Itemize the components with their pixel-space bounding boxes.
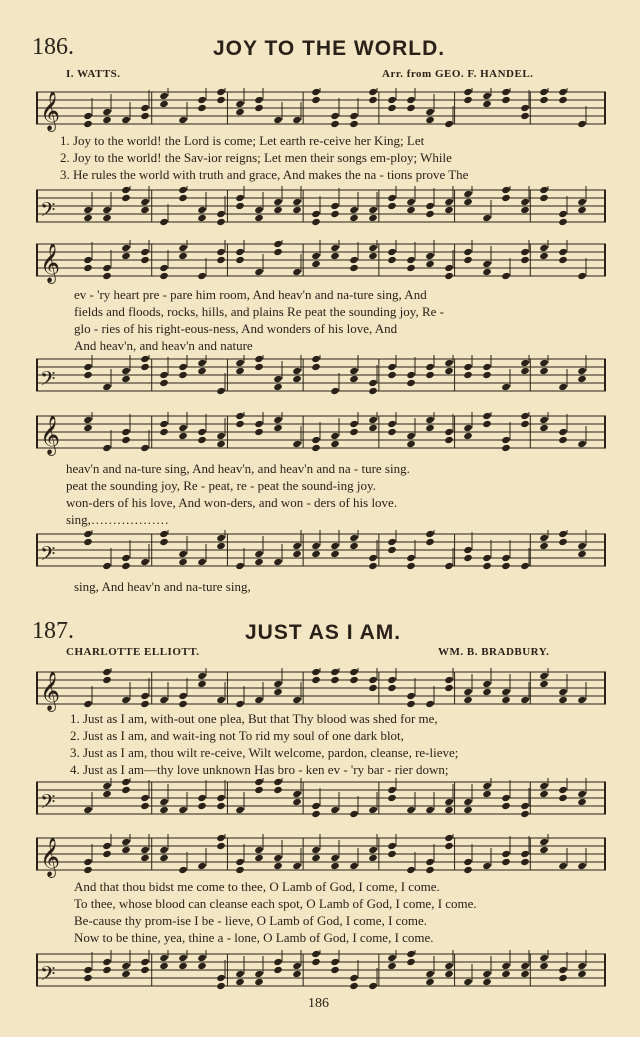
lyric-line: And heav'n, and heav'n and nature	[74, 338, 253, 353]
lyric-line: heav'n and na-ture sing, And heav'n, and heav'n and na - ture sing.	[66, 461, 410, 476]
hymn-number: 187.	[32, 618, 74, 644]
page-number: 186	[308, 996, 329, 1011]
lyric-line: 2. Joy to the world! the Sav-ior reigns; Let men their songs em-ploy; While	[60, 150, 452, 165]
music-staff-treble	[36, 412, 606, 456]
bass-clef-icon: 𝄢	[40, 198, 56, 226]
music-staff-bass	[36, 950, 606, 994]
bass-lyric-line: sing, And heav'n and na-ture sing,	[74, 579, 251, 594]
music-credit: WM. B. BRADBURY.	[438, 646, 550, 658]
lyrics-block	[60, 132, 468, 183]
lyric-line: won-ders of his love, And won-ders, and won - ders of his love.	[66, 495, 398, 510]
lyric-line: 1. Joy to the world! the Lord is come; Let earth re-ceive her King; Let	[60, 133, 425, 148]
hymn-title: JOY TO THE WORLD.	[213, 37, 446, 60]
lyric-line: glo - ries of his right-eous-ness, And wonders of his love, And	[74, 321, 398, 336]
lyric-line: Be-cause thy prom-ise I be - lieve, O Lamb of God, I come, I come.	[74, 913, 428, 928]
music-staff-treble	[36, 240, 606, 284]
lyrics-block	[74, 878, 477, 946]
lyric-line: 3. Just as I am, thou wilt re-ceive, Wilt welcome, pardon, cleanse, re-lieve;	[70, 745, 459, 760]
words-credit: CHARLOTTE ELLIOTT.	[66, 646, 200, 658]
music-staff-treble	[36, 88, 606, 132]
treble-clef-icon: 𝄞	[40, 91, 61, 131]
bass-clef-icon: 𝄢	[40, 542, 56, 570]
lyrics-block	[66, 460, 410, 528]
music-staff-bass	[36, 355, 606, 399]
lyric-line: 2. Just as I am, and wait-ing not To rid my soul of one dark blot,	[70, 728, 404, 743]
bass-clef-icon: 𝄢	[40, 367, 56, 395]
music-staff-bass	[36, 778, 606, 822]
lyric-line: peat the sounding joy, Re - peat, re - peat the sound-ing joy.	[66, 478, 376, 493]
lyrics-block	[74, 286, 444, 354]
lyric-line: sing,………………	[66, 512, 169, 527]
lyric-line: And that thou bidst me come to thee, O Lamb of God, I come, I come.	[74, 879, 440, 894]
treble-clef-icon: 𝄞	[40, 243, 61, 283]
words-credit: I. WATTS.	[66, 68, 121, 80]
lyric-line: 3. He rules the world with truth and grace, And makes the na - tions prove The	[60, 167, 469, 182]
lyrics-block	[70, 710, 458, 778]
bass-clef-icon: 𝄢	[40, 790, 56, 818]
hymn-number: 186.	[32, 34, 74, 60]
lyric-line: Now to be thine, yea, thine a - lone, O Lamb of God, I come, I come.	[74, 930, 434, 945]
lyric-line: fields and floods, rocks, hills, and plains Re peat the sounding joy, Re -	[74, 304, 444, 319]
music-credit: Arr. from GEO. F. HANDEL.	[382, 68, 534, 80]
treble-clef-icon: 𝄞	[40, 671, 61, 711]
bass-clef-icon: 𝄢	[40, 962, 56, 990]
music-staff-treble	[36, 668, 606, 712]
hymn-title: JUST AS I AM.	[245, 621, 402, 644]
lyric-line: ev - 'ry heart pre - pare him room, And heav'n and na-ture sing, And	[74, 287, 427, 302]
music-staff-bass	[36, 186, 606, 230]
treble-clef-icon: 𝄞	[40, 415, 61, 455]
lyric-line: To thee, whose blood can cleanse each spot, O Lamb of God, I come, I come.	[74, 896, 477, 911]
treble-clef-icon: 𝄞	[40, 837, 61, 877]
lyric-line: 4. Just as I am—thy love unknown Has bro - ken ev - 'ry bar - rier down;	[70, 762, 449, 777]
music-staff-bass	[36, 530, 606, 574]
lyric-line: 1. Just as I am, with-out one plea, But that Thy blood was shed for me,	[70, 711, 438, 726]
music-staff-treble	[36, 834, 606, 878]
